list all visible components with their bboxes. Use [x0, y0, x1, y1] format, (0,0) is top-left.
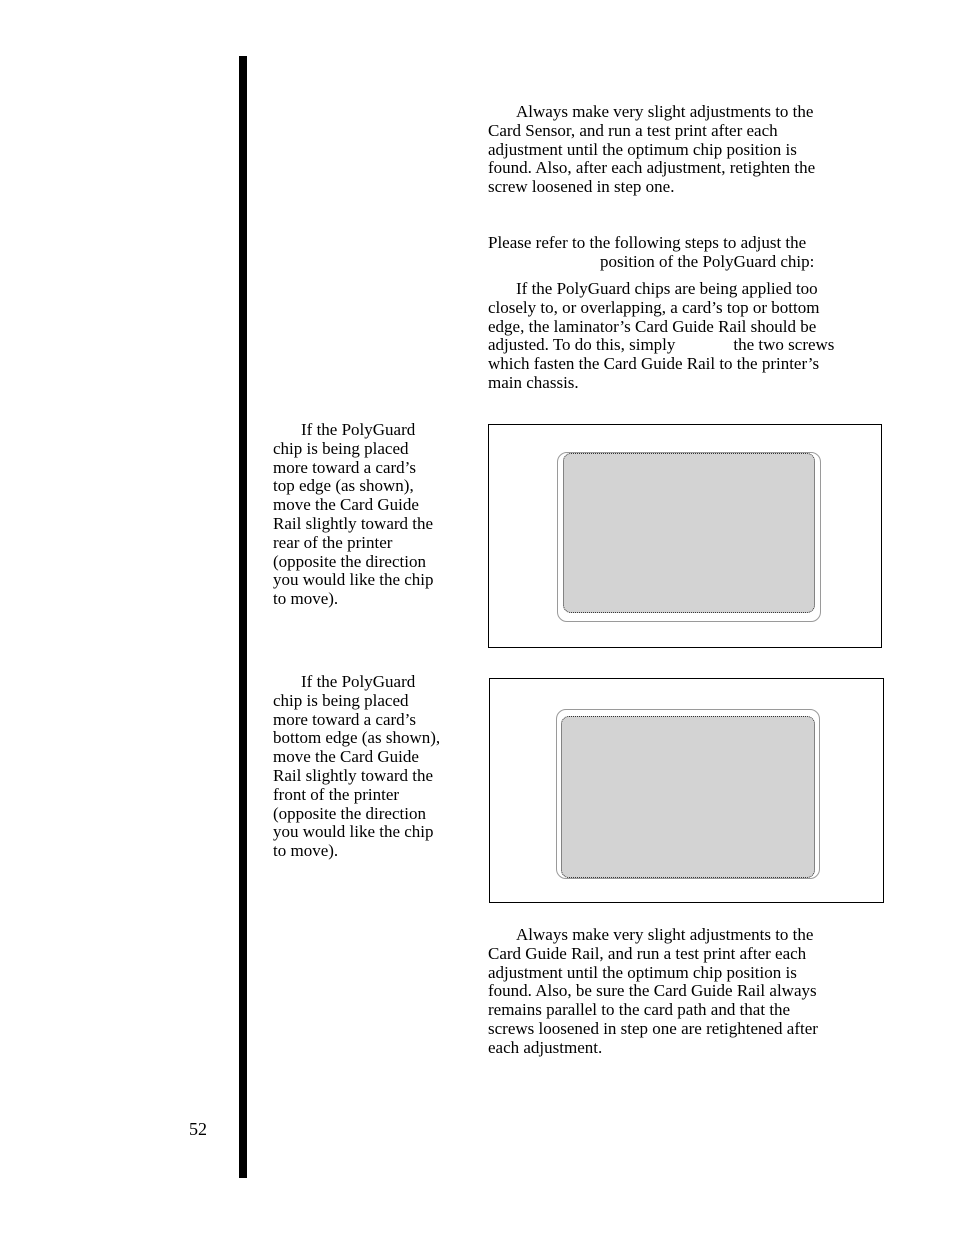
- text-line: position of the PolyGuard chip:: [600, 251, 815, 271]
- text-line: front of the printer: [273, 784, 400, 804]
- text-line: found. Also, after each adjustment, retighten the: [488, 158, 816, 178]
- text-line: Always make very slight adjustments to the: [516, 925, 814, 944]
- top-edge-figure: [488, 424, 882, 648]
- text-fragment: the two screws: [733, 335, 835, 355]
- text-line: top edge (as shown),: [273, 476, 414, 496]
- text-line: Please refer to the following steps to adjust the: [488, 233, 807, 252]
- text-fragment: adjusted. To do this, simply: [488, 335, 676, 355]
- text-line: each adjustment.: [488, 1037, 603, 1057]
- text-line: adjustment until the optimum chip position is: [488, 962, 797, 982]
- text-line: you would like the chip: [273, 570, 434, 590]
- text-line: closely to, or overlapping, a card’s top or bottom: [488, 297, 820, 317]
- text-line: remains parallel to the card path and that the: [488, 1000, 791, 1020]
- text-line: chip is being placed: [273, 690, 409, 710]
- text-line: move the Card Guide: [273, 747, 419, 767]
- text-line: found. Also, be sure the Card Guide Rail always: [488, 981, 817, 1001]
- text-line: Card Sensor, and run a test print after each: [488, 120, 778, 140]
- text-line: screw loosened in step one.: [488, 177, 675, 197]
- text-line: If the PolyGuard: [301, 672, 416, 691]
- text-line: more toward a card’s: [273, 457, 417, 477]
- polyguard-chip: [561, 716, 815, 878]
- bottom-edge-note: [273, 673, 473, 861]
- text-line: screws loosened in step one are retightened after: [488, 1018, 818, 1038]
- top-edge-note: [273, 421, 468, 609]
- text-line: to move).: [273, 589, 339, 609]
- intro-paragraph: [488, 234, 878, 272]
- text-line: adjustment until the optimum chip position is: [488, 139, 797, 159]
- text-line: Rail slightly toward the: [273, 513, 434, 533]
- text-line: chip is being placed: [273, 438, 409, 458]
- text-line: move the Card Guide: [273, 495, 419, 515]
- polyguard-chip: [563, 453, 815, 613]
- text-line: which fasten the Card Guide Rail to the printer’s: [488, 354, 820, 374]
- text-line: to move).: [273, 841, 339, 861]
- text-line: Card Guide Rail, and run a test print after each: [488, 943, 807, 963]
- margin-rule: [239, 56, 247, 1178]
- text-line: bottom edge (as shown),: [273, 728, 441, 748]
- page-number: 52: [189, 1119, 207, 1139]
- text-line: Rail slightly toward the: [273, 765, 434, 785]
- sensor-adjustment-note: [488, 103, 878, 197]
- text-line: more toward a card’s: [273, 709, 417, 729]
- text-line: rear of the printer: [273, 532, 393, 552]
- text-line: (opposite the direction: [273, 803, 426, 823]
- text-line: main chassis.: [488, 372, 579, 392]
- text-line: (opposite the direction: [273, 551, 426, 571]
- text-line: you would like the chip: [273, 822, 434, 842]
- text-line: [488, 336, 878, 355]
- text-line: edge, the laminator’s Card Guide Rail should be: [488, 316, 817, 336]
- text-line: If the PolyGuard chips are being applied too: [516, 279, 818, 298]
- text-line: If the PolyGuard: [301, 420, 416, 439]
- step-one-paragraph: [488, 280, 878, 393]
- bottom-edge-figure: [489, 678, 884, 903]
- text-line: Always make very slight adjustments to the: [516, 102, 814, 121]
- rail-adjustment-note: [488, 926, 878, 1058]
